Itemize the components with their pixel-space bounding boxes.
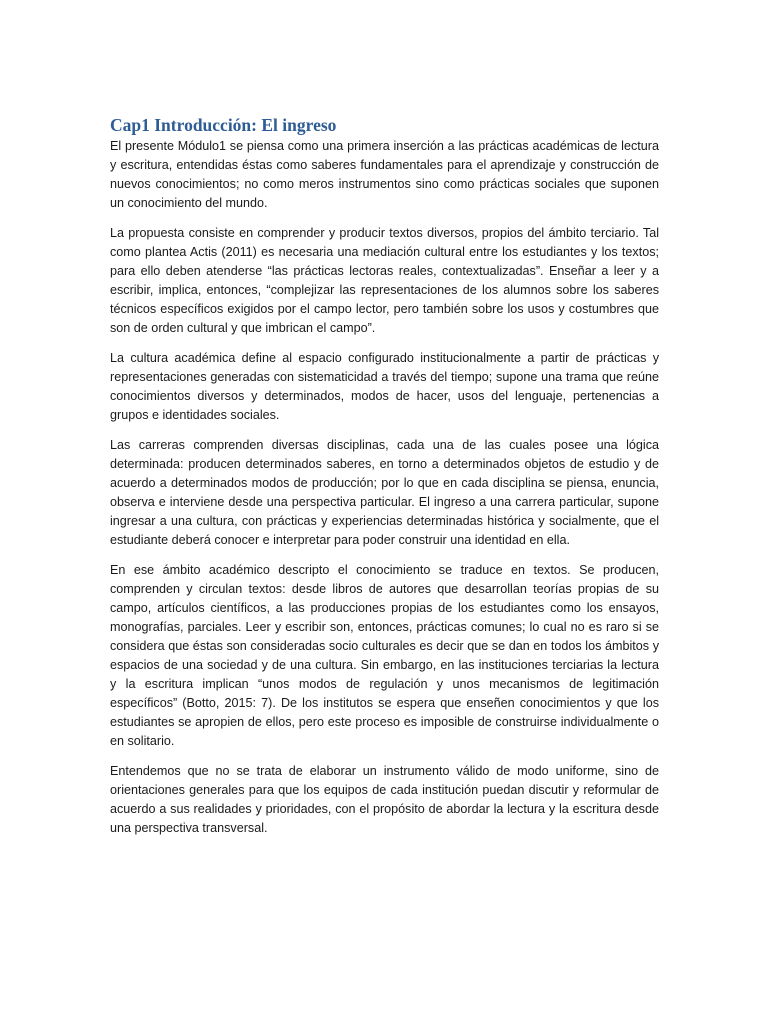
paragraph-2: La propuesta consiste en comprender y producir textos diversos, propios del ámbito terciario. Tal como plantea Actis (2011) es necesaria una mediación cultural entre los estudiantes y los textos; para ello deben atenderse “las prácticas lectoras reales, contextualizadas”. Enseñar a leer y a escribir, implica, entonces, “complejizar las representaciones de los alumnos sobre los saberes técnicos específicos exigidos por el campo lector, pero también sobre los usos y costumbres que son de orden cultural y que imbrican el campo”. [110, 226, 659, 335]
paragraph-6: Entendemos que no se trata de elaborar un instrumento válido de modo uniforme, sino de orientaciones generales para que los equipos de cada institución puedan discutir y reformular de acuerdo a sus realidades y prioridades, con el propósito de abordar la lectura y la escritura desde una perspectiva transversal. [110, 764, 659, 835]
paragraph-4: Las carreras comprenden diversas disciplinas, cada una de las cuales posee una lógica determinada: producen determinados saberes, en torno a determinados objetos de estudio y de acuerdo a determinados modos de producción; por lo que en cada disciplina se piensa, enuncia, observa e interviene desde una perspectiva particular. El ingreso a una carrera particular, supone ingresar a una cultura, con prácticas y experiencias determinadas histórica y socialmente, que el estudiante deberá conocer e interpretar para poder construir una identidad en ella. [110, 438, 659, 547]
paragraph-3: La cultura académica define al espacio configurado institucionalmente a partir de prácticas y representaciones generadas con sistematicidad a través del tiempo; supone una trama que reúne conocimientos diversos y determinados, modos de hacer, usos del lenguaje, pertenencias a grupos e identidades sociales. [110, 351, 659, 422]
chapter-heading: Cap1 Introducción: El ingreso [110, 115, 337, 135]
paragraph-5: En ese ámbito académico descripto el conocimiento se traduce en textos. Se producen, comprenden y circulan textos: desde libros de autores que desarrollan teorías propias de su campo, artículos científicos, a las producciones propias de los estudiantes como los ensayos, monografías, parciales. Leer y escribir son, entonces, prácticas comunes; lo cual no es raro si se considera que éstas son consideradas socio culturales es decir que se dan en todos los ámbitos y espacios de una sociedad y de una cultura. Sin embargo, en las instituciones terciarias la lectura y la escritura implican “unos modos de regulación y unos mecanismos de legitimación específicos” (Botto, 2015: 7). De los institutos se espera que enseñen conocimientos y que los estudiantes se apropien de ellos, pero este proceso es imposible de construirse individualmente o en solitario. [110, 563, 659, 748]
paragraph-1: El presente Módulo1 se piensa como una primera inserción a las prácticas académicas de lectura y escritura, entendidas éstas como saberes fundamentales para el aprendizaje y construcción de nuevos conocimientos; no como meros instrumentos sino como prácticas sociales que suponen un conocimiento del mundo. [110, 139, 659, 210]
document-body [110, 114, 659, 849]
